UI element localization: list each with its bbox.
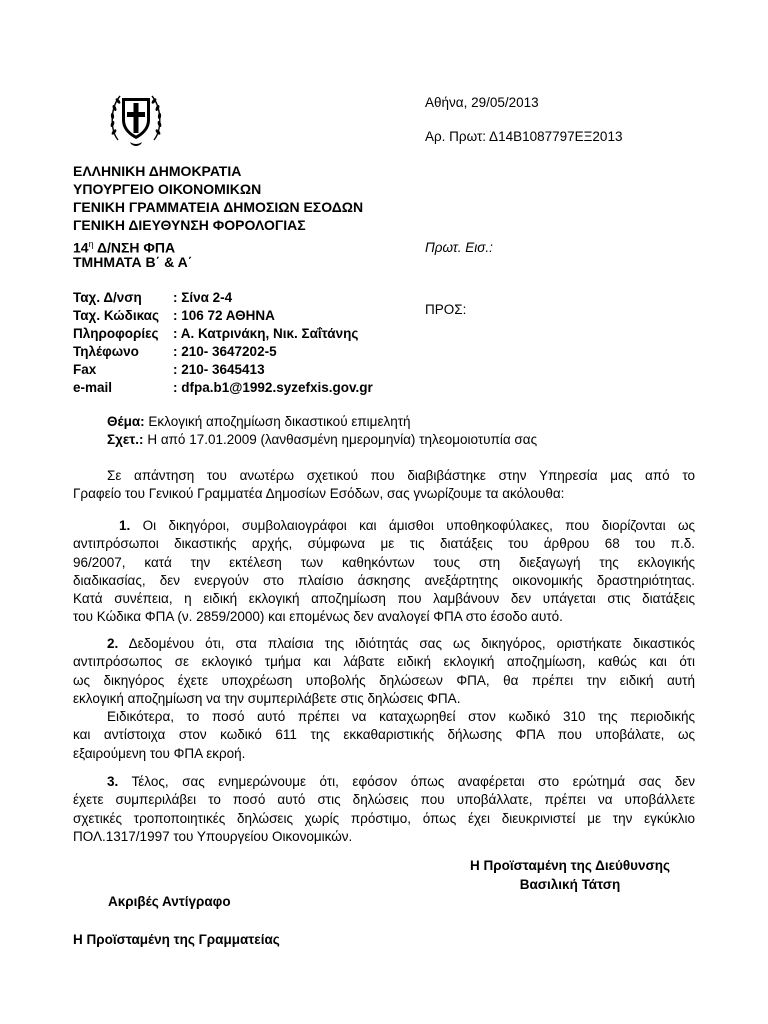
paragraph-3: 3. Τέλος, σας ενημερώνουμε ότι, εφόσον όπως αναφέρεται στο ερώτημά σας δεν έχετε συμπεριλάβει το ποσό αυτό στις δηλώσεις που υποβάλλατε, πρέπει να υποβάλλετε σχετικές τροποποιητικές δηλώσεις χωρίς πρόστιμο, όπως έχει διευκρινιστεί με την εγκύκλιο ΠΟΛ.1317/1997 του Υπουργείου Οικονομικών. — [73, 774, 695, 844]
paragraph-2: 2. Δεδομένου ότι, στα πλαίσια της ιδιότητάς σας ως δικηγόρος, οριστήκατε δικαστικός αντιπρόσωπος σε εκλογικό τμήμα και λάβατε ειδική εκλογική αποζημίωση, καθώς και ότι ως δικηγόρος έχετε υποχρέωση υποβολής δηλώσεων ΦΠΑ, θα πρέπει την ειδική αυτή εκλογική αποζημίωση να την συμπεριλάβετε στις δηλώσεις ΦΠΑ. Ειδικότερα, το ποσό αυτό πρέπει να καταχωρηθεί στον κωδικό 310 της περιοδικής και αντίστοιχα στον κωδικό 611 της εκκαθαριστικής δήλωσης ΦΠΑ που υποβάλατε, ως εξαιρούμενη του ΦΠΑ εκροή. — [73, 636, 695, 761]
department-superscript: η — [88, 239, 94, 249]
signature-title: Η Προϊσταμένη της Διεύθυνσης — [469, 858, 671, 873]
contact-email: e-mail : dfpa.b1@1992.syzefxis.gov.gr — [73, 380, 373, 395]
contact-fax: Fax : 210- 3645413 — [73, 362, 265, 377]
contact-info: Πληροφορίες : Α. Κατρινάκη, Νικ. Σαΐτάνης — [73, 326, 359, 341]
contact-phone: Τηλέφωνο : 210- 3647202-5 — [73, 344, 277, 359]
incoming-protocol: Πρωτ. Εισ.: — [425, 240, 493, 255]
paragraph-1: 1. Οι δικηγόροι, συμβολαιογράφοι και άμισθοι υποθηκοφύλακες, που διορίζονται ως αντιπρόσωποι δικαστικής αρχής, σύμφωνα με τις διατάξεις του άρθρου 68 του π.δ. 96/2007, κατά την εκτέλεση των καθηκόντων τους στη διεξαγωγή της εκλογικής διαδικασίας, δεν ενεργούν στο πλαίσιο άσκησης ανεξάρτητης οικονομικής δραστηριότητας. Κατά συνέπεια, η ειδική εκλογική αποζημίωση που λαμβάνουν δεν υπάγεται στις διατάξεις του Κώδικα ΦΠΑ (ν. 2859/2000) και επομένως δεν αναλογεί ΦΠΑ στο έσοδο αυτό. — [73, 518, 695, 625]
intro-paragraph: Σε απάντηση του ανωτέρω σχετικού που διαβιβάστηκε στην Υπηρεσία μας από το Γραφείο του Γενικού Γραμματέα Δημοσίων Εσόδων, σας γνωρίζουμε τα ακόλουθα: — [73, 468, 695, 502]
contact-postcode: Ταχ. Κώδικας : 106 72 ΑΘΗΝΑ — [73, 308, 275, 323]
date: Αθήνα, 29/05/2013 — [425, 95, 539, 110]
recipient-label: ΠΡΟΣ: — [425, 302, 467, 317]
department-name: Δ/ΝΣΗ ΦΠΑ — [93, 239, 176, 256]
signature-name: Βασιλική Τάτση — [519, 877, 621, 892]
department-number: 14 — [73, 239, 89, 256]
coat-of-arms-emblem — [108, 86, 164, 150]
reference-line: Σχετ.: Η από 17.01.2009 (λανθασμένη ημερομηνία) τηλεομοιοτυπία σας — [107, 432, 538, 447]
protocol-number: Αρ. Πρωτ: Δ14Β1087797ΕΞ2013 — [425, 129, 623, 144]
ministry-line: ΓΕΝΙΚΗ ΔΙΕΥΘΥΝΣΗ ΦΟΡΟΛΟΓΙΑΣ — [73, 217, 306, 233]
subject-line: Θέμα: Εκλογική αποζημίωση δικαστικού επιμελητή — [107, 414, 411, 429]
true-copy-label: Ακριβές Αντίγραφο — [108, 894, 231, 909]
sections-line: ΤΜΗΜΑΤΑ Β΄ & Α΄ — [73, 254, 193, 270]
ministry-line: ΕΛΛΗΝΙΚΗ ΔΗΜΟΚΡΑΤΙΑ — [73, 163, 242, 179]
ministry-line: ΓΕΝΙΚΗ ΓΡΑΜΜΑΤΕΙΑ ΔΗΜΟΣΙΩΝ ΕΣΟΔΩΝ — [73, 199, 364, 215]
contact-address: Ταχ. Δ/νση : Σίνα 2-4 — [73, 290, 233, 305]
secretariat-head-label: Η Προϊσταμένη της Γραμματείας — [73, 932, 280, 947]
ministry-line: ΥΠΟΥΡΓΕΙΟ ΟΙΚΟΝΟΜΙΚΩΝ — [73, 181, 262, 197]
